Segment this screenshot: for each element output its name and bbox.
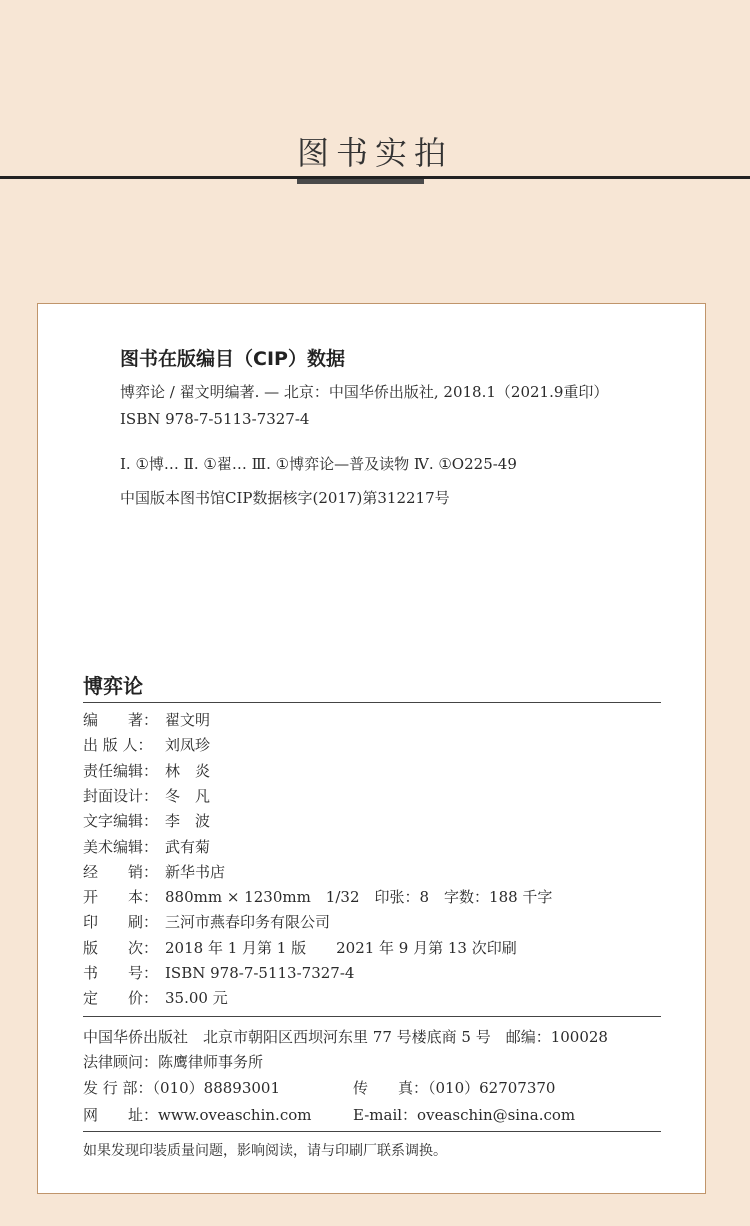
book-info-row [83,987,228,1009]
info-label: 编 著： [83,711,159,729]
info-value: 武有菊 [165,837,211,856]
info-value: ISBN 978-7-5113-7327-4 [165,964,355,982]
publisher-rule [83,1016,661,1017]
notice-rule [83,1131,661,1132]
cip-title: 图书在版编目（CIP）数据 [120,348,345,370]
header-title: 图书实拍 [296,134,453,172]
email: E-mail：oveaschin@sina.com [353,1106,576,1124]
info-label: 美术编辑： [83,837,159,856]
book-info-row [83,760,210,782]
book-info-row [83,810,210,832]
copyright-page [37,303,706,1194]
info-value: 35.00 元 [165,989,228,1008]
info-label: 责任编辑： [83,761,159,780]
info-label: 版 次： [83,938,159,957]
info-label: 经 销： [83,862,159,881]
info-value: 冬 凡 [165,786,211,805]
book-info-row [83,937,517,959]
distribution-phone: 发 行 部：（010）88893001 [83,1079,281,1097]
cip-isbn: ISBN 978-7-5113-7327-4 [120,410,310,428]
info-value: 翟文明 [165,711,211,729]
info-label: 文字编辑： [83,812,159,831]
publisher-address: 中国华侨出版社 北京市朝阳区西坝河东里 77 号楼底商 5 号 邮编：100028 [83,1028,608,1046]
website: 网 址：www.oveaschin.com [83,1106,312,1124]
header-accent-bar [297,179,424,184]
cip-classification: Ⅰ. ①博… Ⅱ. ①翟… Ⅲ. ①博弈论—普及读物 Ⅳ. ①O225-49 [120,455,517,473]
quality-notice: 如果发现印装质量问题，影响阅读，请与印刷厂联系调换。 [83,1143,447,1159]
info-value: 新华书店 [165,862,226,881]
title-rule [83,702,661,703]
book-info-row [83,836,210,858]
info-label: 封面设计： [83,786,159,805]
book-info-row [83,861,225,883]
legal-advisor: 法律顾问：陈鹰律师事务所 [83,1053,264,1071]
info-label: 定 价： [83,989,159,1008]
book-info-row [83,785,210,807]
book-title: 博弈论 [83,674,143,698]
book-info-row [83,734,210,756]
info-label: 出 版 人： [83,736,153,755]
info-value: 李 波 [165,812,211,831]
cip-approval-number: 中国版本图书馆CIP数据核字(2017)第312217号 [120,489,450,507]
book-info-row [83,709,210,731]
info-value: 三河市燕春印务有限公司 [165,913,331,932]
info-value: 林 炎 [165,761,211,780]
book-info-row [83,886,552,908]
info-label: 书 号： [83,964,159,982]
info-value: 刘凤珍 [165,736,211,755]
cip-line-1: 博弈论 / 翟文明编著. — 北京：中国华侨出版社, 2018.1（2021.9重印） [120,383,609,401]
info-label: 开 本： [83,888,159,907]
info-label: 印 刷： [83,913,159,932]
info-value: 880mm × 1230mm 1/32 印张：8 字数：188 千字 [165,888,553,907]
fax: 传 真：（010）62707370 [353,1079,556,1097]
info-value: 2018 年 1 月第 1 版 2021 年 9 月第 13 次印刷 [165,938,517,957]
book-info-row [83,962,354,984]
book-info-row [83,911,330,933]
